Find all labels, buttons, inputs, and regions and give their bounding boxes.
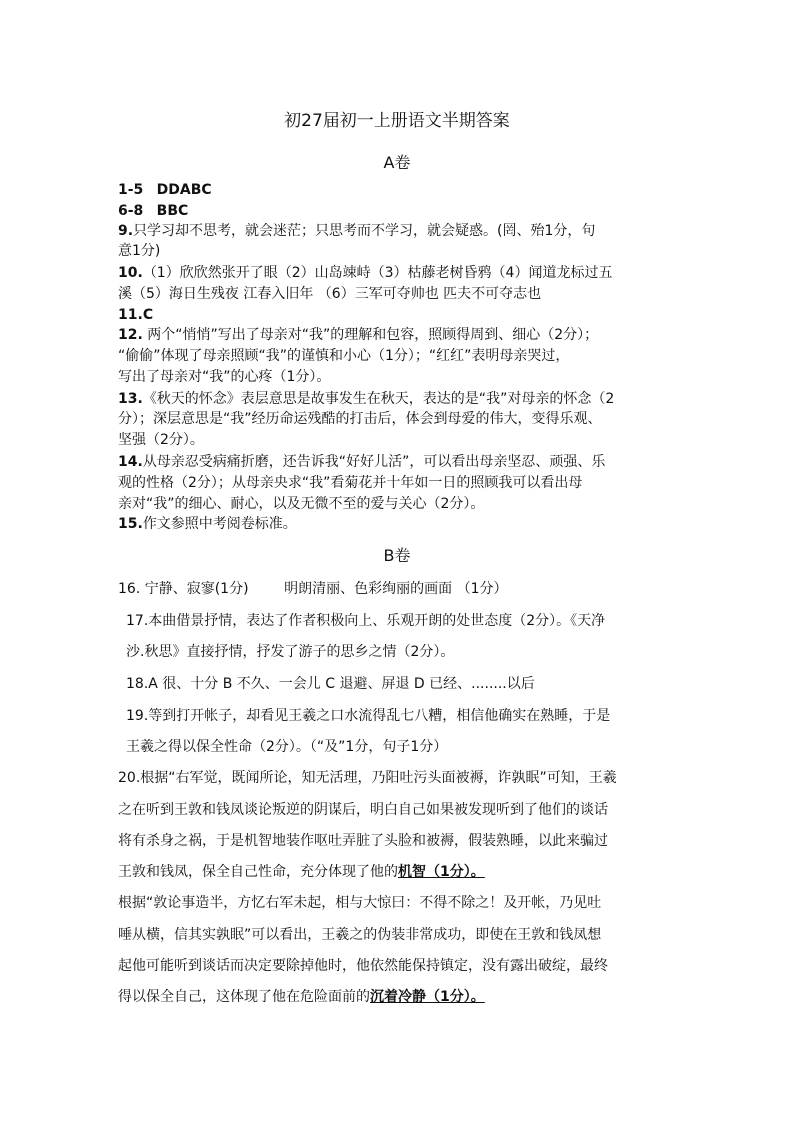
answer-line: 亲对“我”的细心、耐心，以及无微不至的爱与关心（2分）。 (118, 496, 485, 512)
answer-20-line: 起他可能听到谈话而决定要除掉他时，他依然能保持镇定，没有露出破绽，最终 (118, 958, 608, 974)
answer-line: 观的性格（2分）；从母亲央求“我”看菊花并十年如一日的照顾我可以看出母 (118, 475, 583, 491)
answer-line: 1-5 DDABC (118, 182, 212, 198)
answer-20-line: 20.根据“右军觉，既闻所论，知无活理，乃阳吐污头面被褥，诈孰眠”可知，王羲 (118, 770, 617, 786)
answer-line: “偷偷”体现了母亲照顾“我”的谨慎和小心（1分）；“红红”表明母亲哭过， (118, 348, 570, 364)
answer-19-line: 王羲之得以保全性命（2分）。（“及”1分，句子1分） (126, 739, 448, 755)
answer-line: 意1分) (118, 243, 161, 259)
answer-20-line: 得以保全自己，这体现了他在危险面前的沉着冷静（1分）。 (118, 989, 485, 1005)
answer-line: 6-8 BBC (118, 203, 189, 219)
answer-line: 11.C (118, 307, 154, 323)
document-title: 初27届初一上册语文半期答案 (284, 111, 510, 131)
answer-18: 18.A 很、十分 B 不久、一会儿 C 退避、屏退 D 已经、........以后 (126, 676, 535, 692)
answer-line: 12. 两个“悄悄”写出了母亲对“我”的理解和包容，照顾得周到、细心（2分）； (118, 327, 599, 343)
answer-20-line: 唾从横，信其实孰眠”可以看出，王羲之的伪装非常成功，即使在王敦和钱凤想 (118, 927, 602, 943)
answer-17-line: 沙.秋思》直接抒情，抒发了游子的思乡之情（2分）。 (126, 644, 455, 660)
answer-line: 写出了母亲对“我”的心疼（1分）。 (118, 369, 331, 385)
section-b-heading: B卷 (383, 546, 411, 565)
emphasis-text: 沉着冷静（1分）。 (370, 989, 485, 1005)
answer-20-line: 之在听到王敦和钱凤谈论叛逆的阴谋后，明白自己如果被发现听到了他们的谈话 (118, 802, 608, 818)
answer-line: 15.作文参照中考阅卷标准。 (118, 516, 297, 532)
answer-line: 13.《秋天的怀念》表层意思是故事发生在秋天，表达的是“我”对母亲的怀念（2 (118, 391, 615, 407)
section-a-heading: A卷 (383, 153, 411, 172)
answer-17-line: 17.本曲借景抒情，表达了作者积极向上、乐观开朗的处世态度（2分）。《天净 (126, 613, 606, 629)
answer-20-line: 将有杀身之祸，于是机智地装作呕吐弄脏了头脸和被褥，假装熟睡，以此来骗过 (118, 833, 608, 849)
emphasis-text: 机智（1分）。 (398, 864, 485, 880)
answer-line: 14.从母亲忍受病痛折磨，还告诉我“好好儿活”，可以看出母亲坚忍、顽强、乐 (118, 454, 606, 470)
answer-line: 9.只学习却不思考，就会迷茫；只思考而不学习，就会疑惑。(罔、殆1分，句 (118, 223, 596, 239)
answer-line: 溪（5）海日生残夜 江春入旧年 （6）三军可夺帅也 匹夫不可夺志也 (118, 286, 542, 302)
answer-16: 16. 宁静、寂寥(1分) 明朗清丽、色彩绚丽的画面 （1分） (118, 581, 508, 597)
answer-20-line: 根据“敦论事造半，方忆右军未起，相与大惊曰：不得不除之！及开帐，乃见吐 (118, 895, 602, 911)
answer-line: 分）；深层意思是“我”经历命运残酷的打击后，体会到母爱的伟大，变得乐观、 (118, 411, 602, 427)
answer-line: 10.（1）欣欣然张开了眼（2）山岛竦峙（3）枯藤老树昏鸦（4）闻道龙标过五 (118, 265, 613, 281)
answer-20-line: 王敦和钱凤，保全自己性命，充分体现了他的机智（1分）。 (118, 864, 485, 880)
answer-line: 坚强（2分）。 (118, 432, 204, 448)
answer-19-line: 19.等到打开帐子，却看见王羲之口水流得乱七八糟，相信他确实在熟睡，于是 (126, 708, 611, 724)
